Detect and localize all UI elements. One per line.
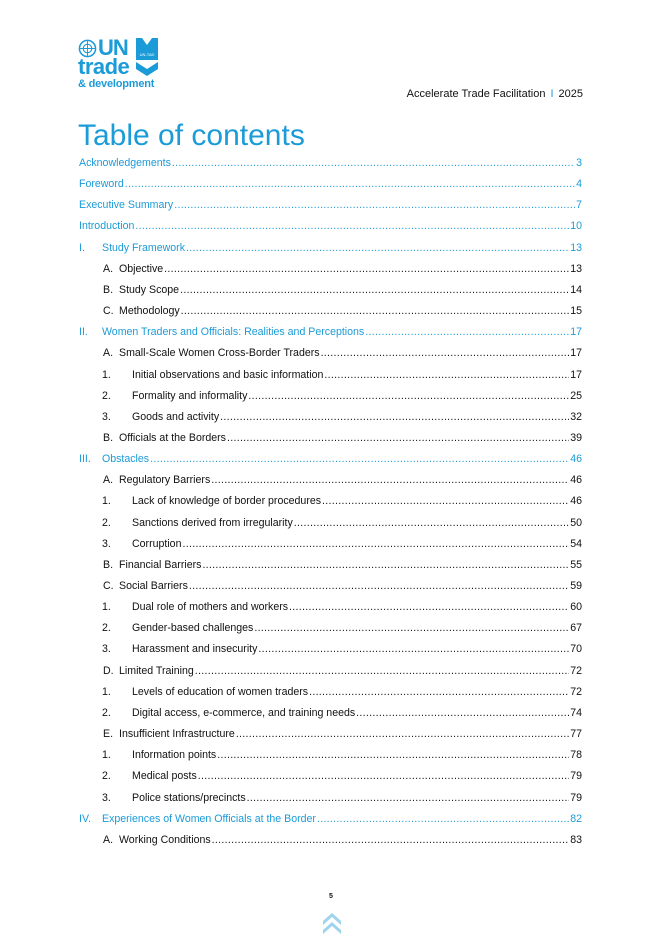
toc-entry-title: Information points	[132, 749, 217, 762]
toc-entry-page: 83	[570, 833, 582, 846]
toc-dot-leader	[135, 216, 569, 236]
toc-entry-page: 55	[570, 558, 582, 571]
toc-entry-number: A.	[103, 347, 114, 360]
toc-entry-title: Regulatory Barriers	[119, 474, 211, 487]
toc-entry[interactable]	[102, 766, 582, 786]
toc-entry-number: 2.	[102, 770, 111, 783]
toc-entry-page: 72	[570, 664, 582, 677]
toc-entry-page: 14	[570, 283, 582, 296]
logo-trade-text: trade	[78, 54, 130, 79]
toc-entry-number: 2.	[102, 389, 111, 402]
running-header	[407, 88, 583, 100]
toc-entry-page: 10	[570, 220, 582, 233]
toc-entry[interactable]	[79, 174, 582, 194]
logo-un-text: UN	[98, 35, 128, 60]
toc-dot-leader	[150, 449, 569, 469]
toc-entry[interactable]	[102, 386, 582, 406]
toc-entry-number: 2.	[102, 516, 111, 529]
toc-dot-leader	[198, 766, 569, 786]
toc-entry-number: 1.	[102, 495, 111, 508]
toc-dot-leader	[211, 470, 569, 490]
toc-entry[interactable]	[103, 830, 582, 850]
toc-entry-title: Police stations/precincts	[132, 791, 246, 804]
logo-development-text: & development	[78, 78, 155, 90]
toc-dot-leader	[181, 301, 570, 321]
toc-entry-page: 77	[570, 728, 582, 741]
toc-entry[interactable]	[79, 216, 582, 236]
toc-entry-page: 7	[576, 199, 582, 212]
toc-entry-page: 3	[576, 157, 582, 169]
toc-dot-leader	[248, 386, 569, 406]
toc-entry-title: Working Conditions	[119, 833, 211, 846]
toc-entry-page: 32	[570, 410, 582, 423]
toc-entry-page: 17	[570, 347, 582, 360]
toc-entry-number: B.	[103, 558, 114, 571]
toc-dot-leader	[289, 597, 569, 617]
toc-entry[interactable]	[103, 280, 582, 300]
toc-entry-number: B.	[103, 431, 114, 444]
toc-entry-number: 3.	[102, 791, 111, 804]
toc-dot-leader	[324, 365, 569, 385]
toc-entry-title: Small-Scale Women Cross-Border Traders	[119, 347, 320, 360]
toc-entry[interactable]	[79, 322, 582, 342]
toc-dot-leader	[202, 555, 569, 575]
toc-entry-page: 54	[570, 537, 582, 550]
toc-entry-title: Experiences of Women Officials at the Border	[102, 812, 316, 825]
footer-chevron-icon	[322, 911, 342, 936]
toc-entry-page: 82	[570, 812, 582, 825]
toc-entry-page: 39	[570, 431, 582, 444]
toc-entry-page: 50	[570, 516, 582, 529]
toc-entry-number: A.	[103, 833, 114, 846]
toc-entry-number: IV.	[79, 812, 91, 825]
unctad-logo	[78, 35, 160, 90]
toc-entry-page: 46	[570, 474, 582, 487]
toc-dot-leader	[321, 343, 570, 363]
toc-dot-leader	[182, 534, 569, 554]
toc-entry-title: Dual role of mothers and workers	[132, 601, 289, 614]
toc-entry[interactable]	[102, 639, 582, 659]
toc-entry-number: I.	[79, 241, 85, 254]
toc-dot-leader	[164, 259, 569, 279]
toc-entry-number: 3.	[102, 537, 111, 550]
toc-entry-title: Lack of knowledge of border procedures	[132, 495, 322, 508]
toc-entry-page: 4	[576, 178, 582, 191]
toc-dot-leader	[294, 513, 569, 533]
toc-entry-title: Harassment and insecurity	[132, 643, 258, 656]
toc-entry-title: Goods and activity	[132, 410, 220, 423]
toc-dot-leader	[172, 153, 575, 173]
toc-entry-title: Foreword	[79, 178, 124, 191]
toc-entry-page: 46	[570, 495, 582, 508]
toc-entry[interactable]	[103, 724, 582, 744]
toc-dot-leader	[236, 724, 569, 744]
toc-entry[interactable]	[103, 555, 582, 575]
toc-entry-title: Officials at the Borders	[119, 431, 226, 444]
toc-entry-page: 17	[570, 368, 582, 381]
toc-entry[interactable]	[103, 259, 582, 279]
toc-entry[interactable]	[79, 238, 582, 258]
toc-entry-number: 3.	[102, 410, 111, 423]
toc-entry-title: Sanctions derived from irregularity	[132, 516, 293, 529]
toc-entry-number: C.	[103, 305, 114, 318]
page-number: 5	[329, 893, 333, 900]
toc-dot-leader	[180, 280, 569, 300]
toc-heading: Table of contents	[78, 119, 305, 152]
toc-entry-number: C.	[103, 580, 114, 592]
toc-entry-title: Introduction	[79, 220, 135, 233]
toc-dot-leader	[365, 322, 569, 342]
toc-entry-number: E.	[103, 728, 114, 741]
toc-entry-page: 74	[570, 706, 582, 719]
toc-entry-title: Study Framework	[102, 241, 186, 254]
toc-entry-title: Gender-based challenges	[132, 622, 254, 635]
toc-entry-title: Executive Summary	[79, 199, 174, 212]
toc-dot-leader	[322, 491, 569, 511]
toc-entry-title: Social Barriers	[119, 580, 188, 592]
toc-entry-title: Study Scope	[119, 283, 180, 296]
toc-entry-title: Objective	[119, 262, 164, 275]
header-separator: I	[550, 88, 554, 100]
toc-dot-leader	[356, 703, 569, 723]
toc-dot-leader	[189, 576, 569, 596]
toc-entry-page: 60	[570, 601, 582, 614]
logo-tag: UN-TAD	[139, 52, 155, 57]
toc-entry-title: Initial observations and basic information	[132, 368, 324, 381]
toc-dot-leader	[125, 174, 575, 194]
toc-entry-page: 79	[570, 791, 582, 804]
toc-entry[interactable]	[79, 153, 582, 173]
toc-entry-number: 1.	[102, 601, 111, 614]
toc-entry-number: D.	[103, 664, 114, 677]
toc-entry[interactable]	[103, 343, 582, 363]
toc-dot-leader	[317, 809, 569, 829]
toc-entry-title: Acknowledgements	[79, 157, 171, 169]
toc-entry[interactable]	[103, 301, 582, 321]
toc-entry-title: Insufficient Infrastructure	[119, 728, 235, 741]
unctad-chevron-mark-icon	[136, 38, 158, 78]
toc-dot-leader	[220, 407, 569, 427]
toc-entry[interactable]	[103, 470, 582, 490]
toc-entry-number: 1.	[102, 368, 111, 381]
toc-entry-title: Levels of education of women traders	[132, 685, 309, 698]
toc-entry[interactable]	[79, 809, 582, 829]
toc-entry-title: Limited Training	[119, 664, 194, 677]
toc-dot-leader	[217, 745, 569, 765]
toc-entry-number: A.	[103, 474, 114, 487]
toc-entry-page: 17	[570, 326, 582, 339]
toc-entry-title: Corruption	[132, 537, 182, 550]
toc-entry[interactable]	[102, 788, 582, 808]
toc-entry-page: 78	[570, 749, 582, 762]
toc-entry-title: Digital access, e-commerce, and training needs	[132, 706, 356, 719]
toc-dot-leader	[309, 682, 569, 702]
toc-entry-number: 1.	[102, 749, 111, 762]
toc-entry[interactable]	[103, 661, 582, 681]
toc-entry-page: 46	[570, 453, 582, 466]
toc-entry[interactable]	[102, 407, 582, 427]
toc-dot-leader	[227, 428, 569, 448]
toc-entry[interactable]	[102, 703, 582, 723]
toc-entry[interactable]	[103, 576, 582, 596]
toc-entry-number: 1.	[102, 685, 111, 698]
toc-entry[interactable]	[102, 745, 582, 765]
report-year: 2025	[558, 88, 583, 100]
toc-entry[interactable]	[102, 618, 582, 638]
toc-entry-page: 15	[570, 305, 582, 318]
toc-entry-page: 13	[570, 241, 582, 254]
toc-entry[interactable]	[102, 534, 582, 554]
toc-dot-leader	[254, 618, 569, 638]
toc-entry-title: Women Traders and Officials: Realities and Perceptions	[102, 326, 365, 339]
toc-entry[interactable]	[103, 428, 582, 448]
toc-entry-number: 2.	[102, 706, 111, 719]
toc-entry-number: III.	[79, 453, 91, 466]
toc-entry-page: 25	[570, 389, 582, 402]
toc-entry-title: Financial Barriers	[119, 558, 202, 571]
toc-entry-title: Formality and informality	[132, 389, 248, 402]
toc-entry-title: Medical posts	[132, 770, 197, 783]
toc-entry[interactable]	[102, 365, 582, 385]
toc-entry[interactable]	[79, 195, 582, 215]
report-title: Accelerate Trade Facilitation	[406, 88, 546, 100]
toc-entry-number: 3.	[102, 643, 111, 656]
toc-entry[interactable]	[102, 491, 582, 511]
toc-entry-number: II.	[79, 326, 88, 339]
toc-entry-page: 72	[570, 685, 582, 698]
toc-entry[interactable]	[102, 682, 582, 702]
toc-entry-number: A.	[103, 262, 114, 275]
toc-entry[interactable]	[102, 597, 582, 617]
toc-entry-number: 2.	[102, 622, 111, 635]
toc-entry[interactable]	[79, 449, 582, 469]
toc-dot-leader	[195, 661, 569, 681]
toc-entry-number: B.	[103, 283, 114, 296]
toc-dot-leader	[247, 788, 570, 808]
toc-dot-leader	[212, 830, 570, 850]
toc-entry[interactable]	[102, 513, 582, 533]
toc-entry-page: 70	[570, 643, 582, 656]
toc-entry-page: 67	[570, 622, 582, 635]
toc-entry-title: Obstacles	[102, 453, 150, 466]
toc-dot-leader	[186, 238, 569, 258]
toc-entry-page: 79	[570, 770, 582, 783]
toc-dot-leader	[174, 195, 575, 215]
toc-entry-title: Methodology	[119, 305, 180, 318]
toc-entry-page: 59	[570, 580, 582, 592]
toc-entry-page: 13	[570, 262, 582, 275]
toc-dot-leader	[258, 639, 569, 659]
